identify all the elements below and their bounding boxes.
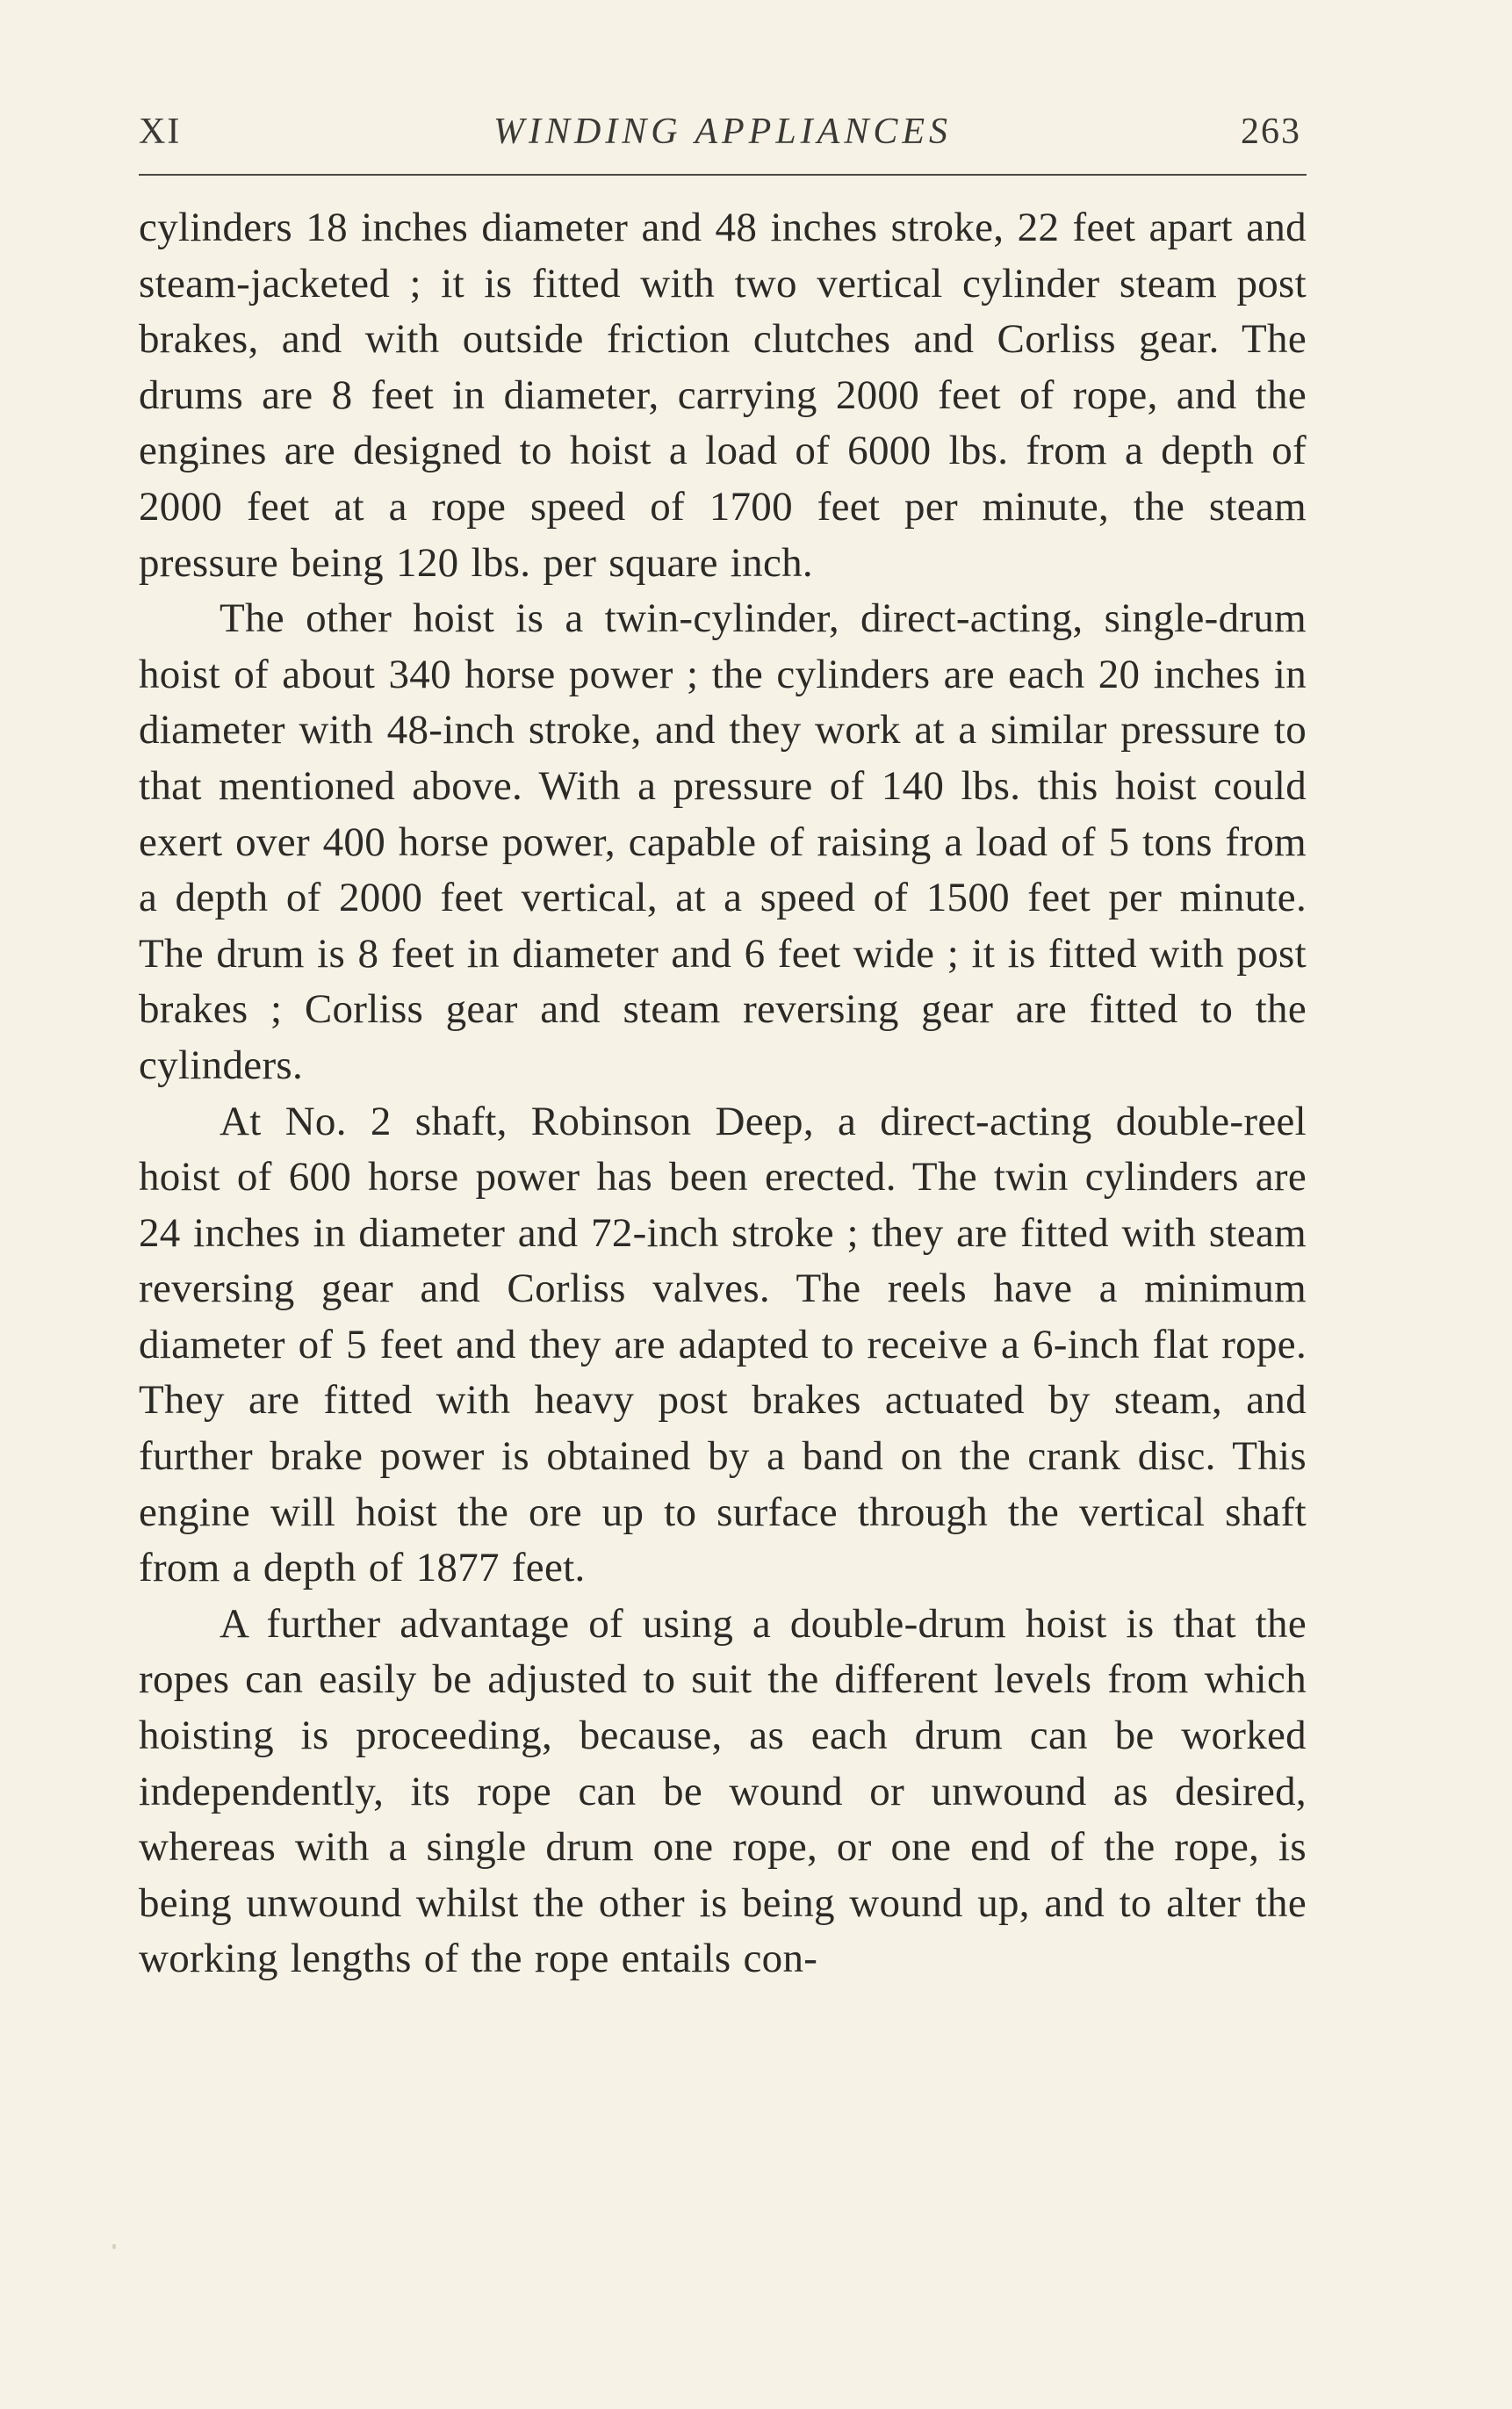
running-head — [139, 104, 1307, 165]
paragraph-2: The other hoist is a twin-cylinder, direct-acting, single-drum hoist of about 340 horse power ; the cylinders are each 20 inches in diameter with 48-inch stroke, and they work at a similar pressure to that mentioned above. With a pressure of 140 lbs. this hoist could exert over 400 horse power, capable of raising a load of 5 tons from a depth of 2000 feet vertical, at a speed of 1500 feet per minute. The drum is 8 feet in diameter and 6 feet wide ; it is fitted with post brakes ; Corliss gear and steam reversing gear are fitted to the cylinders. — [139, 595, 1307, 1088]
paragraph-1: cylinders 18 inches diameter and 48 inches stroke, 22 feet apart and steam-jacketed ; it is fitted with two vertical cylinder steam post brakes, and with outside friction clutches and Corliss gear. The drums are 8 feet in diameter, carrying 2000 feet of rope, and the engines are designed to hoist a load of 6000 lbs. from a depth of 2000 feet at a rope speed of 1700 feet per minute, the steam pressure being 120 lbs. per square inch. — [139, 205, 1307, 586]
header-rule — [139, 174, 1307, 176]
page-number: 263 — [1241, 112, 1301, 152]
chapter-number: XI — [139, 112, 182, 152]
running-title: WINDING APPLIANCES — [493, 112, 953, 152]
paragraph-4: A further advantage of using a double-drum hoist is that the ropes can easily be adjusted to suit the different levels from which hoisting is proceeding, because, as each drum can be worked independently, its rope can be wound or unwound as desired, whereas with a single drum one rope, or one end of the rope, is being unwound whilst the other is being wound up, and to alter the working lengths of the rope entails con- — [139, 1600, 1307, 1982]
paper-smudge — [112, 2244, 116, 2249]
paragraph-3: At No. 2 shaft, Robinson Deep, a direct-acting double-reel hoist of 600 horse power has been erected. The twin cylinders are 24 inches in diameter and 72-inch stroke ; they are fitted with steam reversing gear and Corliss valves. The reels have a minimum diameter of 5 feet and they are adapted to receive a 6-inch flat rope. They are fitted with heavy post brakes actuated by steam, and further brake power is obtained by a band on the crank disc. This engine will hoist the ore up to surface through the vertical shaft from a depth of 1877 feet. — [139, 1098, 1307, 1591]
body-text — [139, 200, 1307, 1987]
